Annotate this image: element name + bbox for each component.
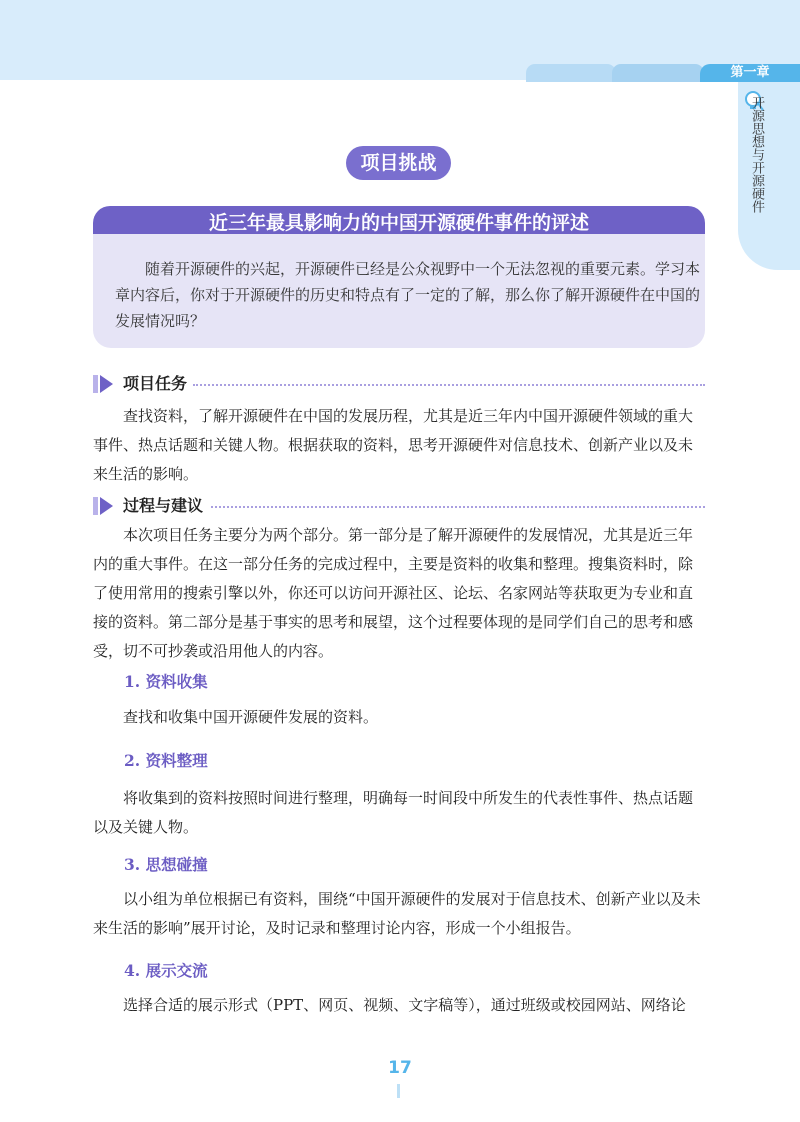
challenge-banner-title: 近三年最具影响力的中国开源硬件事件的评述 [93, 206, 705, 240]
dotted-divider [193, 384, 705, 386]
page-number: 17 [388, 1058, 412, 1078]
chapter-title-vertical: 开源思想与开源硬件 [749, 96, 764, 213]
step-title: 4. 展示交流 [124, 961, 208, 980]
dotted-divider [211, 506, 705, 508]
step-text: 选择合适的展示形式（PPT、网页、视频、文字稿等），通过班级或校园网站、网络论 [123, 996, 686, 1014]
arrow-right-icon [93, 495, 115, 517]
section-heading-label: 项目任务 [123, 374, 188, 393]
page-number-tick [397, 1084, 400, 1098]
process-text: 本次项目任务主要分为两个部分。第一部分是了解开源硬件的发展情况，尤其是近三年内的重大事件。在这一部分任务的完成过程中，主要是资料的收集和整理。搜集资料时，除了使用常用的搜索引擎以外，你还可以访问开源社区、论坛、名家网站等获取更为专业和直接的资料。第二部分是基于事实的思考和展望，这个过程要体现的是同学们自己的思考和感受，切不可抄袭或沿用他人的内容。 [93, 526, 694, 660]
challenge-pill: 项目挑战 [346, 146, 451, 180]
step-title: 2. 资料整理 [124, 751, 208, 770]
arrow-right-icon [93, 373, 115, 395]
task-text: 查找资料，了解开源硬件在中国的发展历程，尤其是近三年内中国开源硬件领域的重大事件、热点话题和关键人物。根据获取的资料，思考开源硬件对信息技术、创新产业以及未来生活的影响。 [93, 407, 694, 483]
step-text: 以小组为单位根据已有资料，围绕“中国开源硬件的发展对于信息技术、创新产业以及未来生活的影响”展开讨论，及时记录和整理讨论内容，形成一个小组报告。 [93, 890, 701, 937]
step-title: 1. 资料收集 [124, 672, 208, 691]
chapter-side-strip [738, 82, 800, 270]
header-tab-decor-1 [526, 64, 616, 82]
chapter-tab: 第一章 [700, 64, 800, 82]
section-heading-label: 过程与建议 [123, 496, 204, 515]
section-heading-task [93, 372, 705, 396]
header-tab-decor-2 [612, 64, 704, 82]
section-heading-process [93, 494, 705, 518]
step-text: 查找和收集中国开源硬件发展的资料。 [123, 708, 379, 726]
intro-text: 随着开源硬件的兴起，开源硬件已经是公众视野中一个无法忽视的重要元素。学习本章内容后，你对于开源硬件的历史和特点有了一定的了解，那么你了解开源硬件在中国的发展情况吗？ [115, 260, 701, 330]
step-text: 将收集到的资料按照时间进行整理，明确每一时间段中所发生的代表性事件、热点话题以及关键人物。 [93, 789, 694, 836]
step-title: 3. 思想碰撞 [124, 855, 208, 874]
